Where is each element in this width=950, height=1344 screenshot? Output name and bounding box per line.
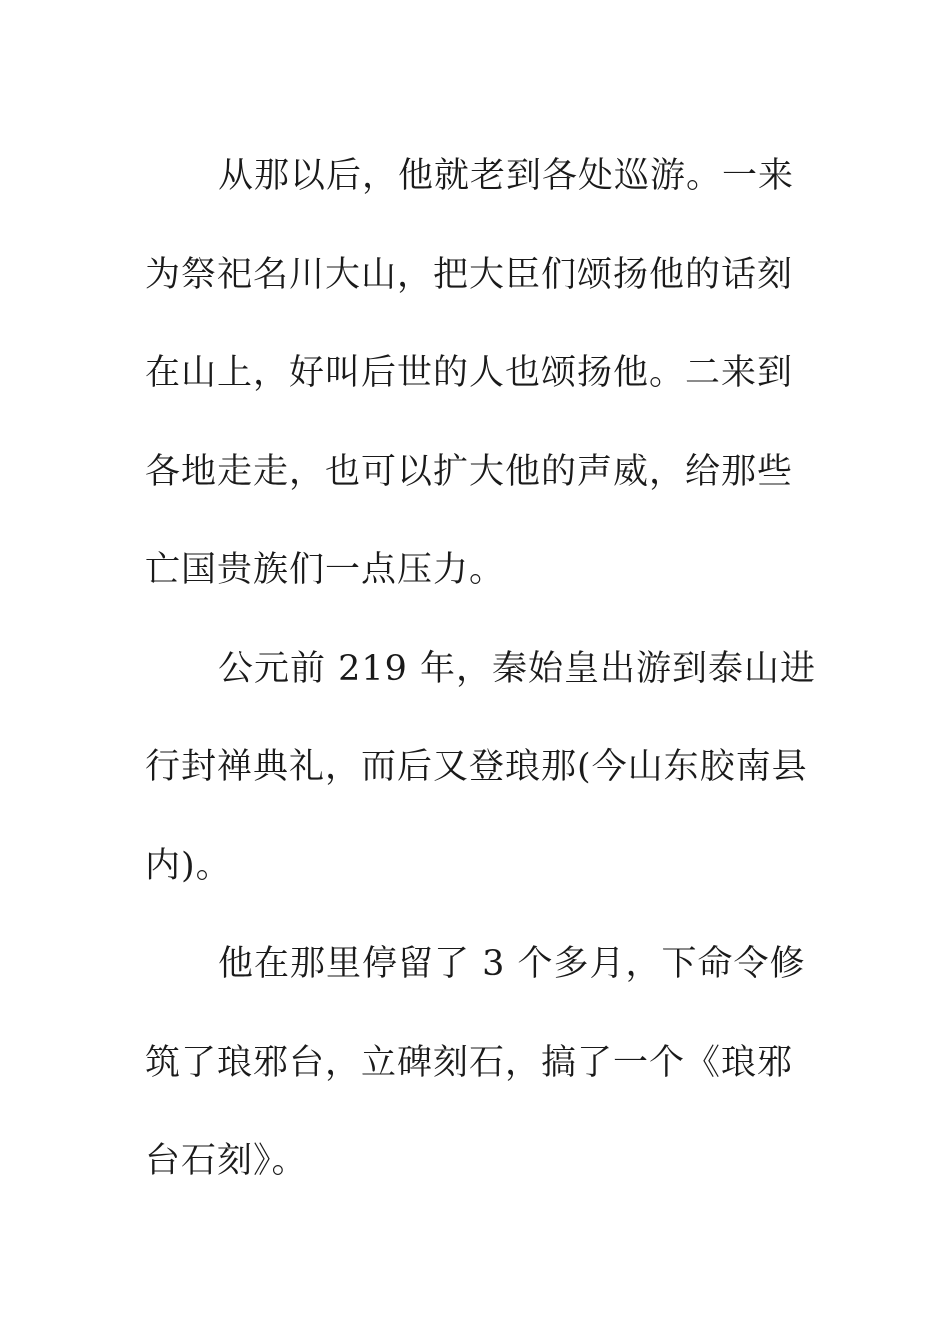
document-body: [145, 127, 817, 1211]
paragraph-line: 公元前 219 年，秦始皇出游到泰山进: [218, 648, 817, 689]
paragraph-line: 为祭祀名川大山，把大臣们颂扬他的话刻: [145, 254, 794, 295]
paragraph-line: 各地走走，也可以扩大他的声威，给那些: [145, 451, 794, 492]
paragraph-line: 内)。: [145, 845, 232, 886]
paragraph-line: 筑了琅邪台，立碑刻石，搞了一个《琅邪: [145, 1042, 794, 1083]
paragraph-line: 他在那里停留了 3 个多月，下命令修: [218, 944, 806, 984]
paragraph-line: 在山上，好叫后世的人也颂扬他。二来到: [145, 353, 794, 393]
paragraph-line: 从那以后，他就老到各处巡游。一来: [218, 156, 795, 196]
paragraph-2: [145, 620, 817, 916]
paragraph-line: 台石刻》。: [145, 1141, 308, 1181]
paragraph-line: 亡国贵族们一点压力。: [145, 550, 506, 590]
paragraph-line: 行封禅典礼，而后又登琅那(今山东胶南县: [145, 747, 808, 787]
paragraph-3: [145, 915, 805, 1211]
paragraph-1: [145, 127, 805, 620]
